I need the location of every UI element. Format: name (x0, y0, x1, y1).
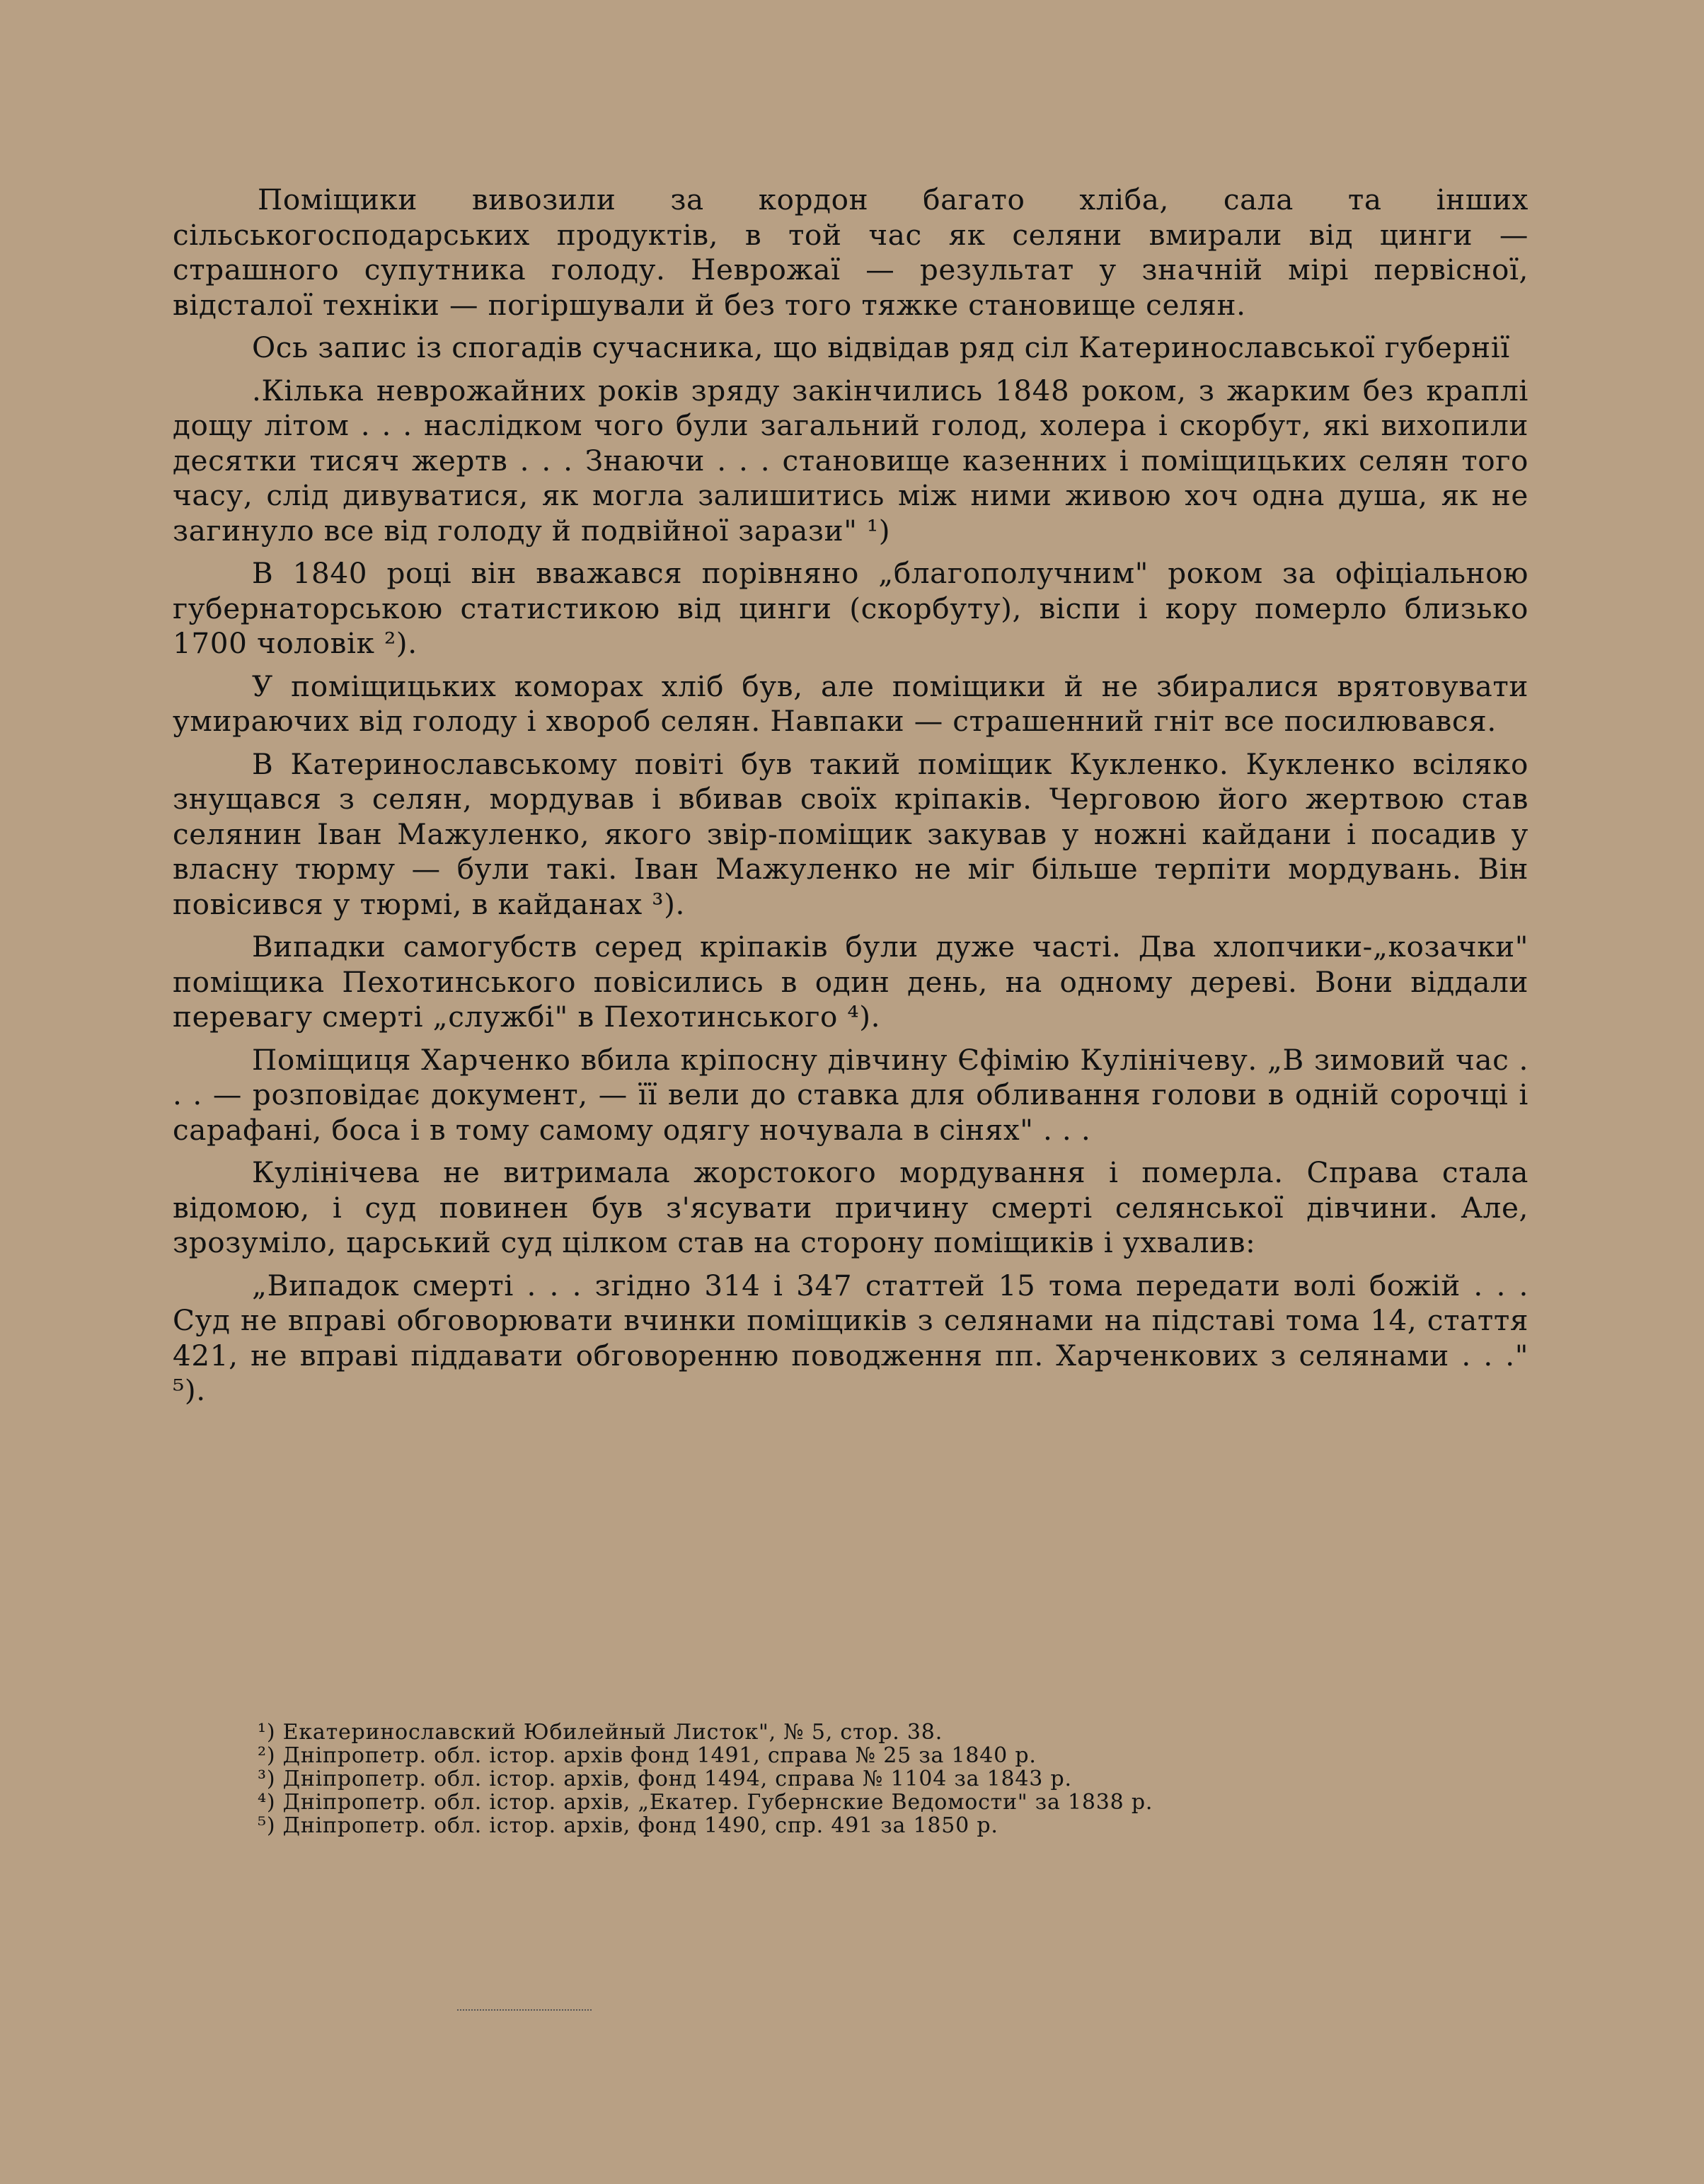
main-text (173, 183, 1529, 1416)
paragraph-2: Ось запис із спогадів сучасника, що відвідав ряд сіл Катеринославської губернії (252, 330, 1510, 364)
paragraph-3-quote: .Кілька неврожайних років зряду закінчились 1848 роком, з жарким без краплі дощу літом . . . наслідком чого були загальний голод, холера і скорбут, які вихопили десятки тисяч жертв . . . Знаючи . . . становище казенних і поміщицьких селян того часу, слід дивуватися, як могла залишитись між ними живою хоч одна душа, як не загинуло все від голоду й подвійної зарази" ¹) (173, 373, 1529, 548)
footnote-4: ⁴) Дніпропетр. обл. істор. архів, „Екатер. Губернские Ведомости" за 1838 р. (258, 1790, 1153, 1815)
footnote-2: ²) Дніпропетр. обл. істор. архів фонд 1491, справа № 25 за 1840 р. (258, 1743, 1037, 1768)
footnote-3: ³) Дніпропетр. обл. істор. архів, фонд 1494, справа № 1104 за 1843 р. (258, 1767, 1072, 1791)
paragraph-5: У поміщицьких коморах хліб був, але поміщики й не збиралися врятовувати умираючих від голоду і хвороб селян. Навпаки — страшенний гніт все посилювався. (173, 669, 1529, 738)
bottom-divider (457, 2009, 592, 2011)
footnote-5: ⁵) Дніпропетр. обл. істор. архів, фонд 1490, спр. 491 за 1850 р. (258, 1813, 998, 1838)
paragraph-1: Поміщики вивозили за кордон багато хліба, сала та інших сільськогосподарських продуктів, в той час як селяни вмирали від цинги — страшного супутника голоду. Неврожаї — результат у значній мірі первісної, відсталої техніки — погіршували й без того тяжке становище селян. (173, 183, 1529, 322)
paragraph-7: Випадки самогубств серед кріпаків були дуже часті. Два хлопчики-„козачки" поміщика Пехотинського повісились в один день, на одному дереві. Вони віддали перевагу смерті „службі" в Пехотинського ⁴). (173, 930, 1529, 1034)
footnotes (258, 1721, 1475, 1837)
paragraph-10-quote: „Випадок смерті . . . згідно 314 і 347 статтей 15 тома передати волі божій . . . Суд не вправі обговорювати вчинки поміщиків з селянами на підставі тома 14, стаття 421, не вправі піддавати обговоренню поводження пп. Харченкових з селянами . . ." ⁵). (173, 1268, 1529, 1407)
paragraph-9: Кулінічева не витримала жорстокого мордування і померла. Справа стала відомою, і суд повинен був з'ясувати причину смерті селянської дівчини. Але, зрозуміло, царський суд цілком став на сторону поміщиків і ухвалив: (173, 1155, 1529, 1259)
footnote-1: ¹) Екатеринославский Юбилейный Листок", № 5, стор. 38. (258, 1720, 943, 1745)
paragraph-8: Поміщиця Харченко вбила кріпосну дівчину Єфімію Кулінічеву. „В зимовий час . . . — розповідає документ, — її вели до ставка для обливання голови в одній сорочці і сарафані, боса і в тому самому одягу ночувала в сінях" . . . (173, 1042, 1529, 1147)
paragraph-6: В Катеринославському повіті був такий поміщик Кукленко. Кукленко всіляко знущався з селян, мордував і вбивав своїх кріпаків. Черговою його жертвою став селянин Іван Мажуленко, якого звір-поміщик закував у ножні кайдани і посадив у власну тюрму — були такі. Іван Мажуленко не міг більше терпіти мордувань. Він повісився у тюрмі, в кайданах ³). (173, 746, 1529, 921)
paragraph-4: В 1840 році він вважався порівняно „благополучним" роком за офіціальною губернаторською статистикою від цинги (скорбуту), віспи і кору померло близько 1700 чоловік ²). (173, 556, 1529, 660)
